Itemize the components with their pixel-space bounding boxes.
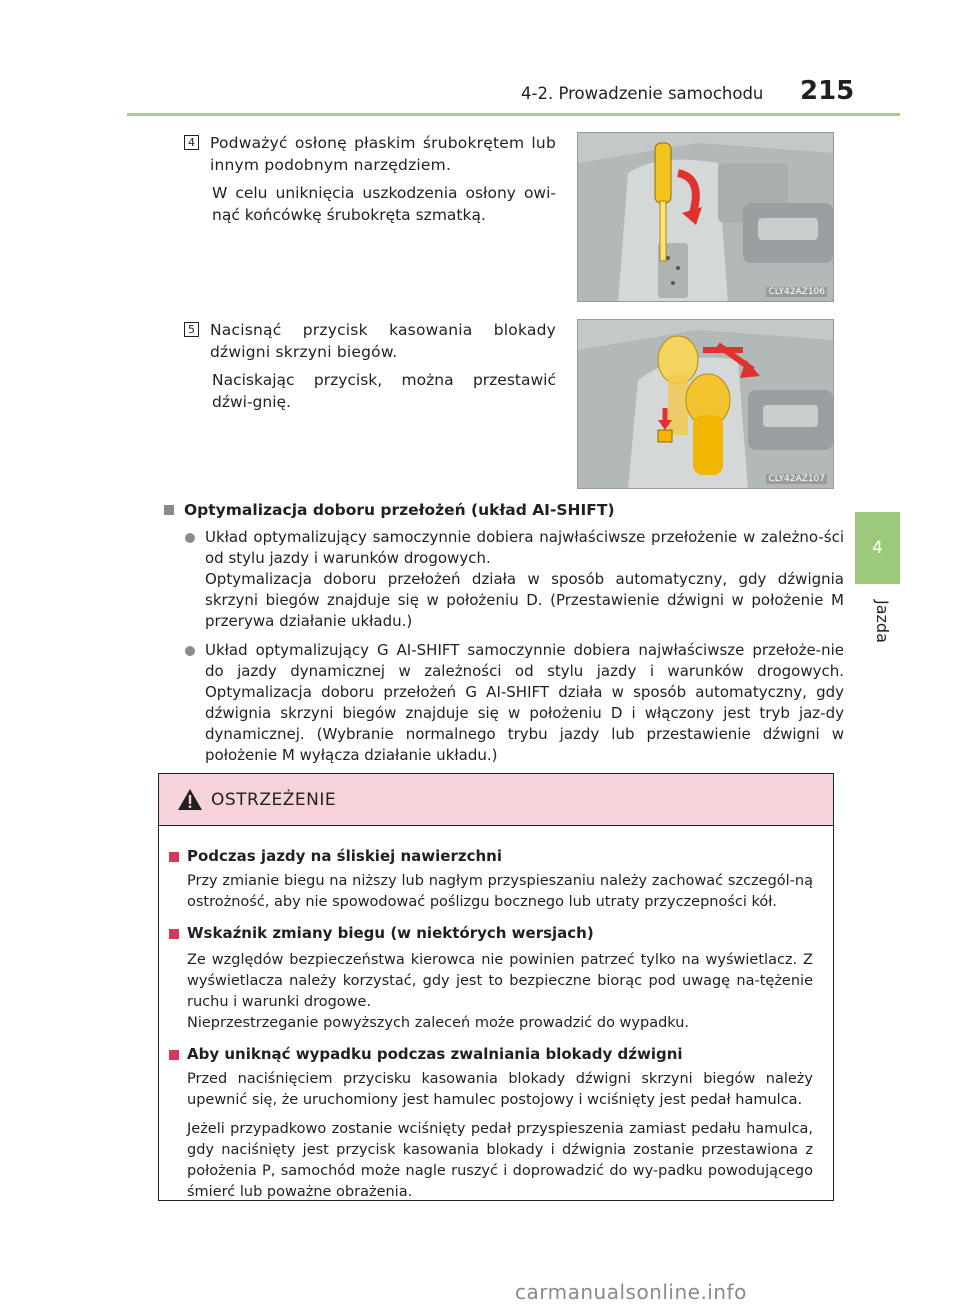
red-square-icon — [169, 852, 179, 862]
warning-paragraph: Przy zmianie biegu na niższy lub nagłym przyspieszaniu należy zachować szczegól-ną ostrożność, aby nie spowodować poślizgu bocznego lub utraty przyczepności kół. — [187, 873, 813, 910]
dot-bullet-icon — [185, 533, 195, 543]
warning-paragraph: Nieprzestrzeganie powyższych zaleceń może prowadzić do wypadku. — [187, 1015, 690, 1031]
section-title: 4-2. Prowadzenie samochodu — [521, 84, 764, 103]
chapter-label: Jazda — [873, 600, 892, 643]
image-code: CLY42AZ106 — [768, 287, 825, 297]
page-number: 215 — [800, 76, 855, 106]
warning-triangle-icon — [177, 788, 203, 811]
warning-heading-text: Podczas jazdy na śliskiej nawierzchni — [187, 847, 502, 865]
square-bullet-icon — [164, 505, 174, 515]
warning-paragraph: Ze względów bezpieczeństwa kierowca nie powinien patrzeć tylko na wyświetlacz. Z wyświetlacza należy korzystać, gdy jest to bezpieczne biorąc pod uwagę na-tężenie ruchu i warunki drogowe. — [187, 952, 813, 1010]
image-code: CLY42AZ107 — [768, 474, 825, 484]
bullet-text: Układ optymalizujący samoczynnie dobiera najwłaściwsze przełożenie w zależno-ści od stylu jazdy i warunków drogowych. — [205, 528, 844, 567]
red-square-icon — [169, 929, 179, 939]
chapter-tab[interactable]: 4 — [855, 512, 900, 584]
step-text: Nacisnąć przycisk kasowania blokady dźwigni skrzyni biegów. — [210, 321, 556, 361]
section-heading-text: Optymalizacja doboru przełożeń (układ AI-SHIFT) — [184, 501, 615, 519]
warning-item-heading — [169, 846, 813, 867]
shift-lock-illustration — [577, 319, 834, 489]
warning-heading-text: Aby uniknąć wypadku podczas zwalniania blokady dźwigni — [187, 1045, 683, 1063]
step-5 — [184, 319, 556, 413]
dot-bullet-icon — [185, 646, 195, 656]
shifter-cover-icon — [578, 133, 834, 302]
step-text: Podważyć osłonę płaskim śrubokrętem lub innym podobnym narzędziem. — [210, 134, 556, 174]
bullet-text-extra: Optymalizacja doboru przełożeń działa w sposób automatyczny, gdy dźwignia skrzyni biegów znajduje się w położeniu D. (Przestawienie dźwigni w położenie M przerywa działanie układu.) — [205, 570, 844, 630]
warning-item-heading — [169, 1044, 813, 1065]
warning-title: OSTRZEŻENIE — [211, 789, 337, 810]
watermark: carmanualsonline.info — [515, 1280, 747, 1304]
warning-box — [158, 773, 834, 1201]
warning-body — [159, 826, 833, 1203]
warning-header — [159, 774, 833, 826]
section-heading — [164, 501, 844, 519]
header-rule — [127, 113, 900, 116]
ai-shift-section — [164, 501, 844, 766]
red-square-icon — [169, 1050, 179, 1060]
bullet-item — [164, 640, 844, 766]
shift-lever-icon — [578, 320, 834, 489]
step-note: Naciskając przycisk, można przestawić dźwi-gnię. — [212, 371, 556, 411]
warning-heading-text: Wskaźnik zmiany biegu (w niektórych wersjach) — [187, 924, 594, 942]
step-number: 4 — [184, 135, 199, 150]
warning-item-heading — [169, 923, 813, 944]
step-number: 5 — [184, 322, 199, 337]
step-note: W celu uniknięcia uszkodzenia osłony owi-nąć końcówkę śrubokręta szmatką. — [212, 184, 556, 224]
bullet-item — [164, 527, 844, 632]
warning-paragraph: Jeżeli przypadkowo zostanie wciśnięty pedał przyspieszenia zamiast pedału hamulca, gdy naciśnięty jest przycisk kasowania blokady i dźwignia zostanie przestawiona z położenia P, samochód może nagle ruszyć i doprowadzić do wy-padku powodującego śmierć lub poważne obrażenia. — [187, 1121, 813, 1200]
screwdriver-illustration — [577, 132, 834, 302]
step-4 — [184, 132, 556, 226]
bullet-text: Układ optymalizujący G AI-SHIFT samoczynnie dobiera najwłaściwsze przełoże-nie do jazdy dynamicznej w zależności od stylu jazdy i warunków drogowych. Optymalizacja doboru przełożeń G AI-SHIFT działa w sposób automatyczny, gdy dźwignia skrzyni biegów znajduje się w położeniu D i włączony jest tryb jaz-dy dynamicznej. (Wybranie normalnego trybu jazdy lub przestawienie dźwigni w położenie M wyłącza działanie układu.) — [205, 641, 844, 764]
warning-paragraph: Przed naciśnięciem przycisku kasowania blokady dźwigni skrzyni biegów należy upewnić się, że uruchomiony jest hamulec postojowy i wciśnięty jest pedał hamulca. — [187, 1071, 813, 1108]
